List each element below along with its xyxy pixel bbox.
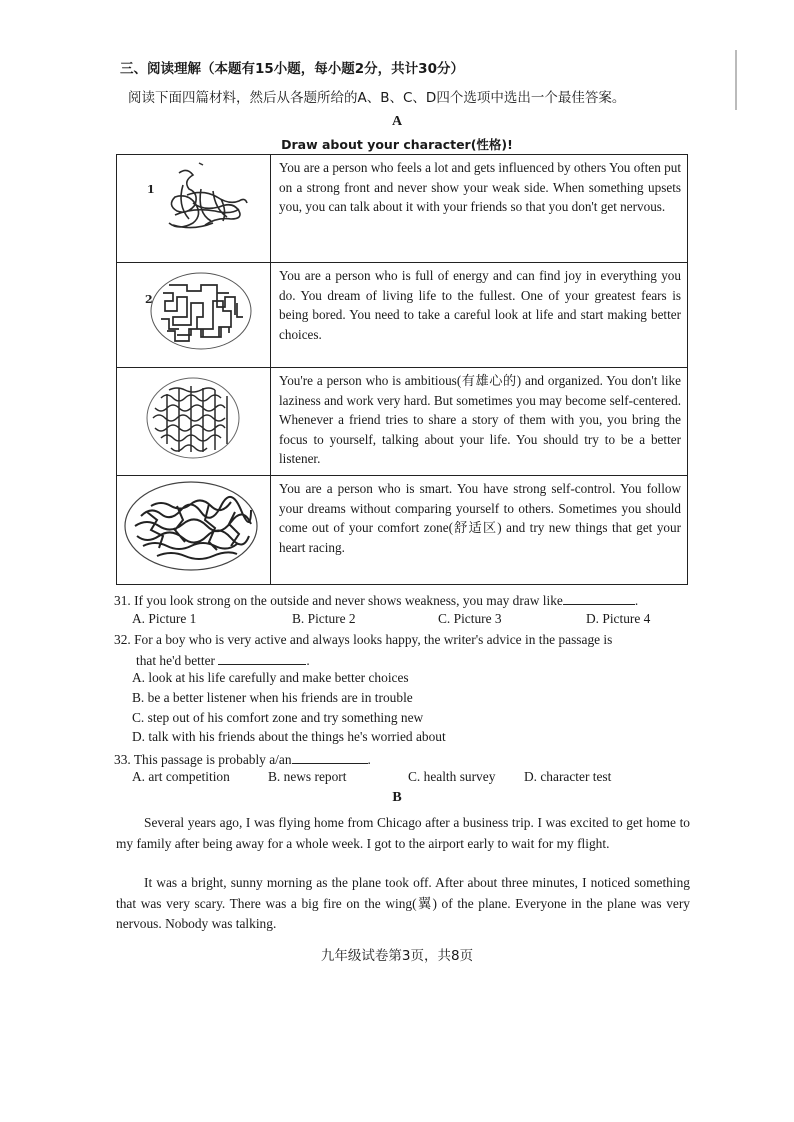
q31-option-d: D. Picture 4 bbox=[586, 611, 651, 626]
question-33-end: . bbox=[367, 752, 371, 767]
q33-option-a: A. art competition bbox=[132, 769, 230, 784]
scribble-picture-4 bbox=[117, 476, 270, 577]
q31-option-a: A. Picture 1 bbox=[132, 611, 197, 626]
scribble-picture-1 bbox=[117, 155, 270, 255]
q32-option-b: B. be a better listener when his friends are in trouble bbox=[132, 690, 413, 705]
q33-option-b: B. news report bbox=[268, 769, 347, 784]
question-32: 32. For a boy who is very active and always looks happy, the writer's advice in the passage is bbox=[114, 632, 613, 647]
section-instruction: 阅读下面四篇材料，然后从各题所给的A、B、C、D四个选项中选出一个最佳答案。 bbox=[128, 90, 626, 106]
q32-option-a: A. look at his life carefully and make better choices bbox=[132, 670, 409, 685]
answer-blank[interactable] bbox=[218, 650, 306, 665]
picture-1-cell bbox=[117, 155, 271, 263]
picture-4-cell bbox=[117, 476, 271, 585]
picture-1-description: You are a person who feels a lot and gets influenced by others You often put on a strong front and never show your weak side. When something upsets you, you can talk about it with your friends so that you don't get nervous. bbox=[271, 155, 688, 263]
picture-number: 1 bbox=[147, 183, 155, 196]
q32-option-d: D. talk with his friends about the things he's worried about bbox=[132, 729, 446, 744]
answer-blank[interactable] bbox=[563, 590, 635, 605]
q32-option-c: C. step out of his comfort zone and try something new bbox=[132, 710, 424, 725]
scan-artifact bbox=[735, 50, 737, 110]
answer-blank[interactable] bbox=[292, 749, 368, 764]
question-32-end: . bbox=[306, 653, 310, 668]
table-row bbox=[117, 263, 688, 368]
table-row bbox=[117, 368, 688, 476]
q31-option-b: B. Picture 2 bbox=[292, 611, 356, 626]
picture-3-description: You're a person who is ambitious(有雄心的) and organized. You don't like laziness and work very hard. But sometimes you may become self-centered. Whenever a friend tries to share a story of them with you, you bring the focus to yourself, talking about your life. You should try to be a better listener. bbox=[271, 368, 688, 476]
question-33 bbox=[114, 749, 694, 769]
picture-4-description: You are a person who is smart. You have strong self-control. You follow your dreams without comparing yourself to others. Sometimes you should come out of your comfort zone(舒适区) and try new things that get your heart racing. bbox=[271, 476, 688, 585]
question-31 bbox=[114, 590, 694, 610]
q33-option-d: D. character test bbox=[524, 769, 612, 784]
picture-number: 2 bbox=[145, 293, 153, 306]
character-table bbox=[116, 154, 688, 585]
question-33-stem: 33. This passage is probably a/an bbox=[114, 752, 292, 767]
picture-2-description: You are a person who is full of energy and can find joy in everything you do. You dream of living life to the fullest. One of your greatest fears is being bored. You need to take a careful look at life and start making better choices. bbox=[271, 263, 688, 368]
question-32-continued bbox=[136, 650, 716, 670]
passage-b-label: B bbox=[392, 790, 402, 805]
passage-a-title: Draw about your character(性格)! bbox=[281, 137, 513, 152]
q33-option-c: C. health survey bbox=[408, 769, 496, 784]
table-row bbox=[117, 476, 688, 585]
question-31-end: . bbox=[634, 593, 639, 608]
scribble-picture-3 bbox=[117, 368, 270, 468]
q31-option-c: C. Picture 3 bbox=[438, 611, 502, 626]
passage-b-paragraph-2: It was a bright, sunny morning as the plane took off. After about three minutes, I noticed something that was very scary. There was a big fire on the wing(翼) of the plane. Everyone in the plane was very nervous. Nobody was talking. bbox=[116, 875, 690, 931]
table-row bbox=[117, 155, 688, 263]
section-title: 三、阅读理解（本题有15小题，每小题2分，共计30分） bbox=[120, 61, 464, 77]
passage-a-label: A bbox=[391, 114, 403, 129]
question-31-stem: 31. If you look strong on the outside and never shows weakness, you may draw like bbox=[114, 593, 563, 608]
picture-2-cell bbox=[117, 263, 271, 368]
picture-3-cell bbox=[117, 368, 271, 476]
scribble-picture-2 bbox=[117, 263, 270, 360]
page-footer: 九年级试卷第3页，共8页 bbox=[320, 948, 474, 964]
question-32-stem2: that he'd better bbox=[136, 653, 216, 668]
passage-b-paragraph-1: Several years ago, I was flying home from Chicago after a business trip. I was excited to get home to my family after being away for a whole week. I got to the airport early to wait for my flight. bbox=[116, 815, 690, 851]
